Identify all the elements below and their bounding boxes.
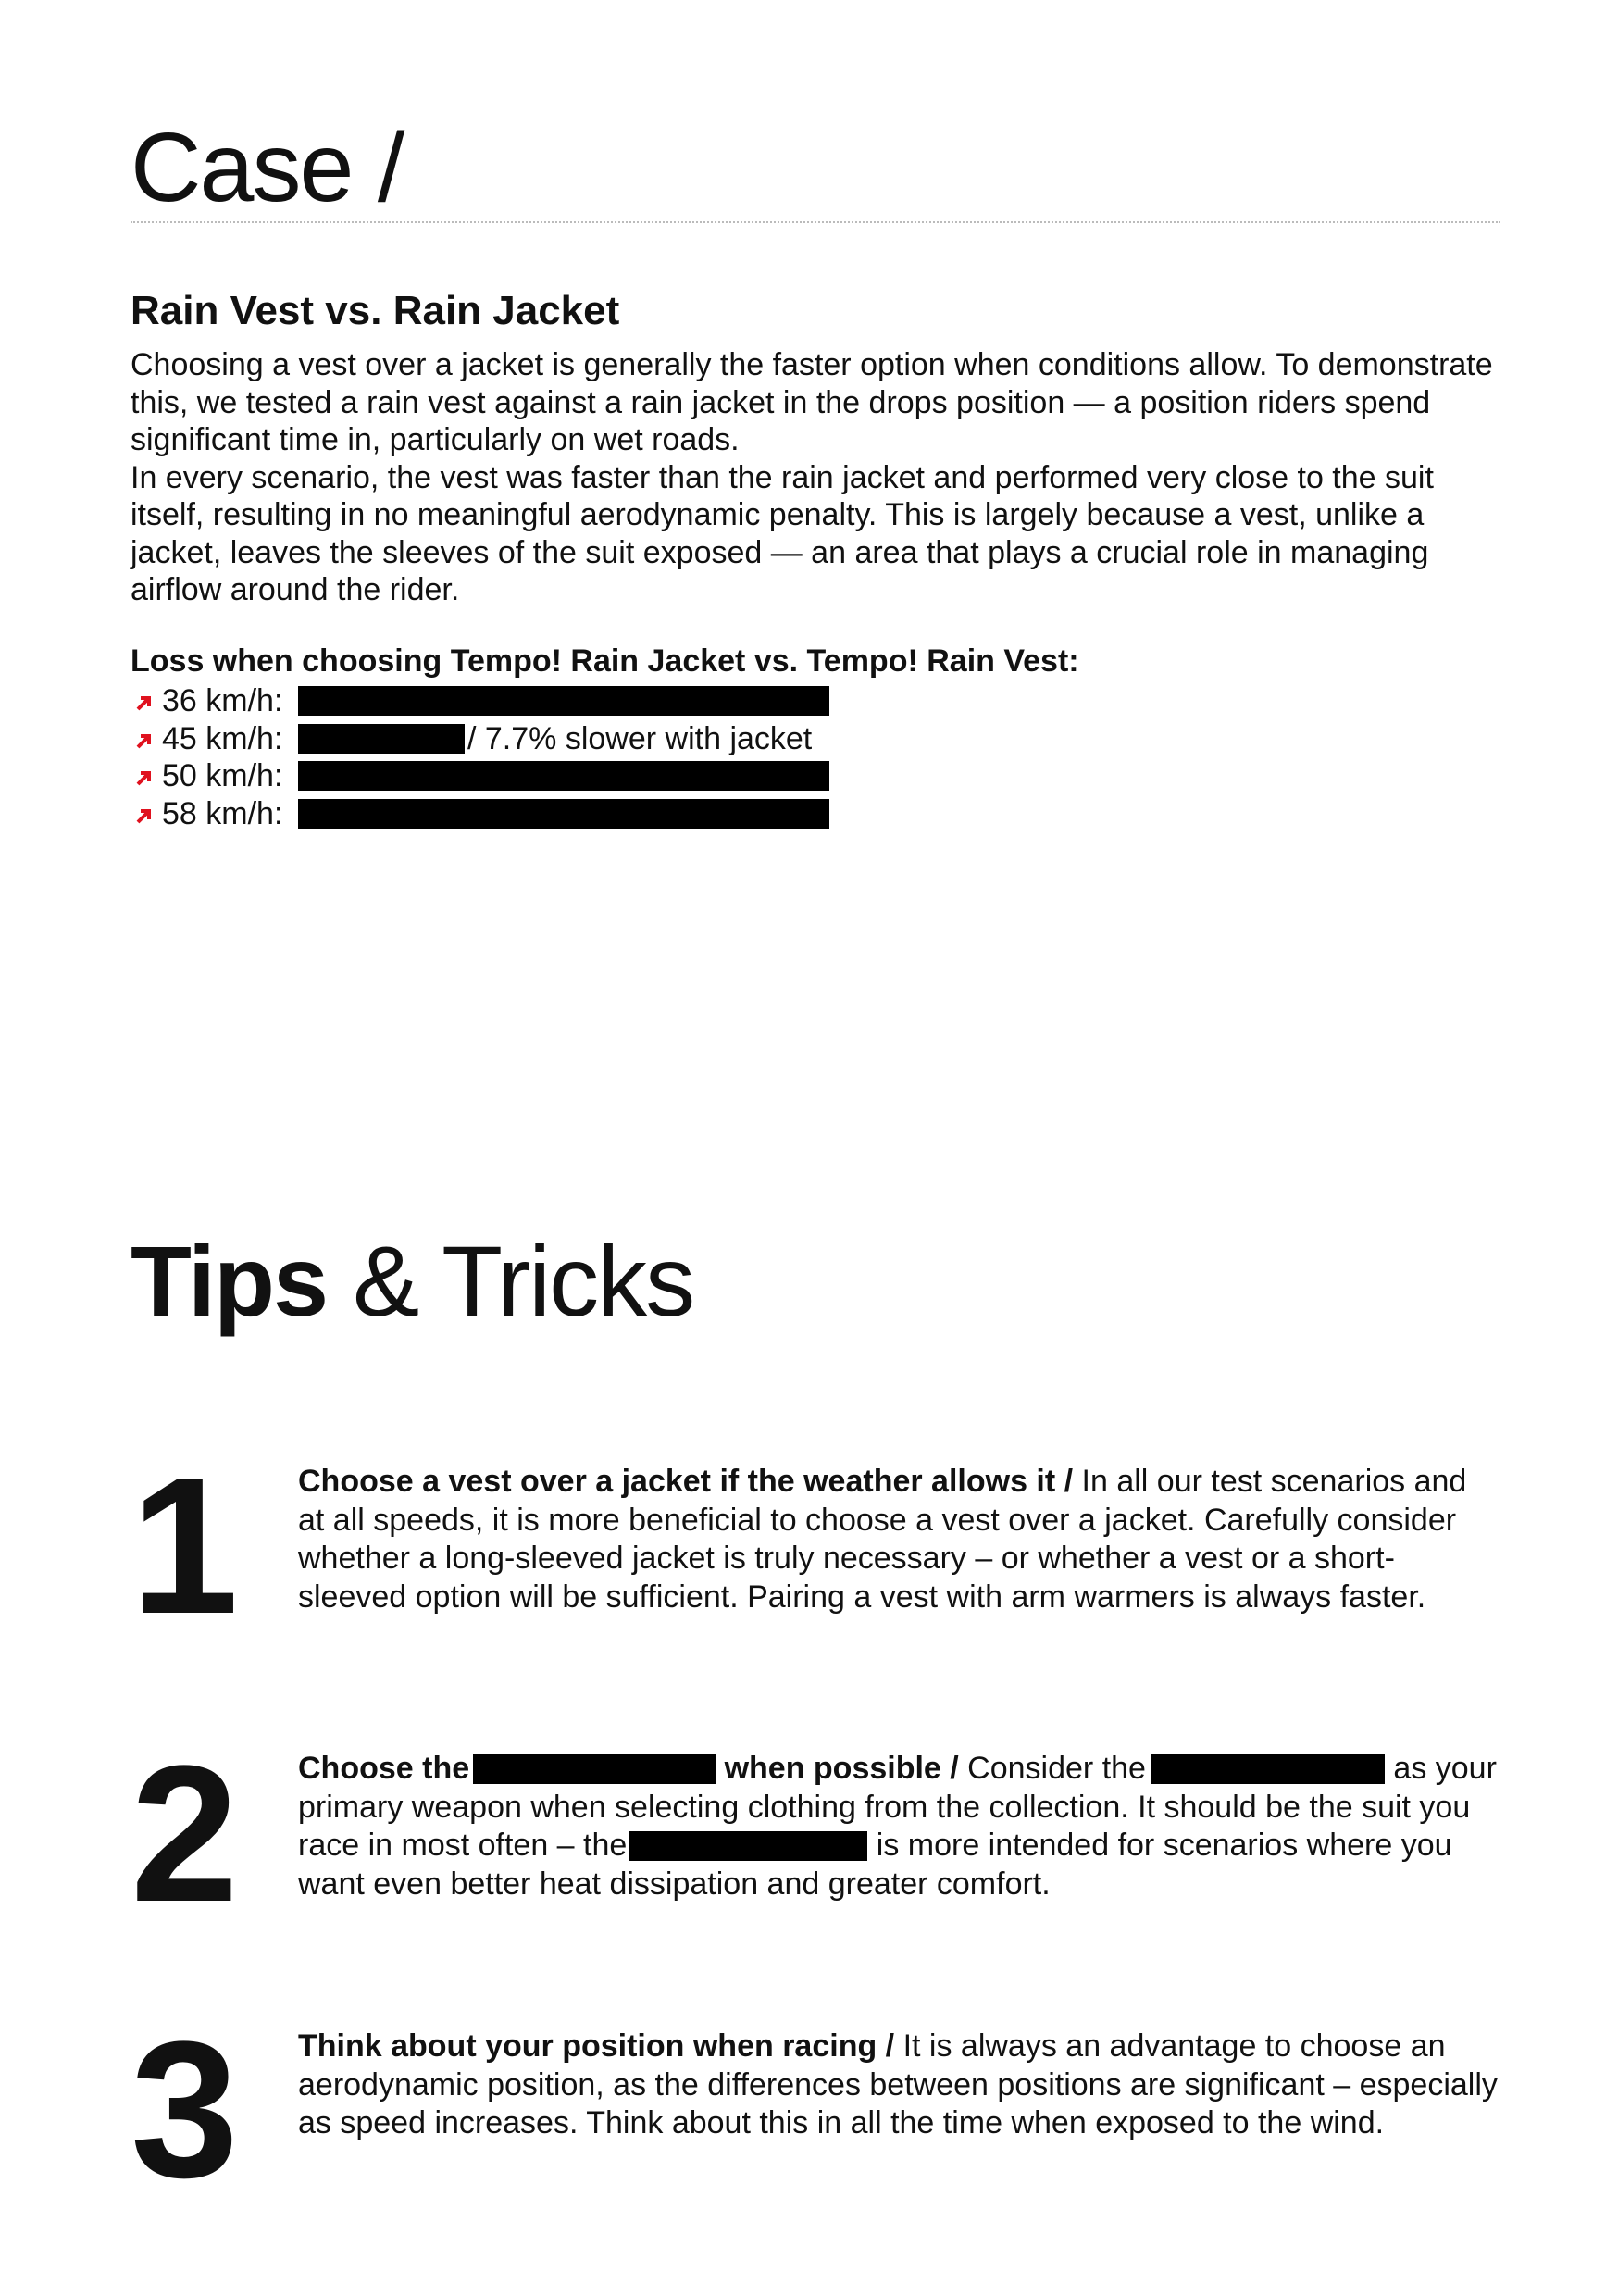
redacted-value	[298, 686, 829, 716]
tip-text-3	[298, 2028, 1501, 2143]
tip-text-2	[298, 1750, 1501, 1903]
arrow-up-right-icon	[134, 693, 153, 712]
redacted-value	[298, 799, 829, 829]
arrow-up-right-icon	[134, 768, 153, 787]
tip-body-2c: is more intended for scenarios where you want even better heat dissipation and greater comfort.	[298, 1828, 1452, 1902]
loss-speed: 36 km/h:	[162, 683, 283, 718]
case-paragraph-2: In every scenario, the vest was faster than the rain jacket and performed very close to the suit itself, resulting in no meaningful aerodynamic penalty. This is largely because a vest, unlike a jacket, leaves the sleeves of the suit exposed — an area that plays a crucial role in managing airflow around the rider.	[131, 459, 1434, 607]
tips-heading-bold: Tips	[131, 1225, 328, 1337]
tip-text-1	[298, 1463, 1501, 1616]
arrow-up-right-icon	[134, 731, 153, 750]
tip-number-2: 2	[131, 1725, 233, 1942]
case-title-text: Case	[131, 113, 353, 222]
redacted-value	[298, 724, 465, 754]
arrow-up-right-icon	[134, 806, 153, 825]
case-title-slash: /	[352, 113, 404, 222]
redacted-value	[298, 761, 829, 791]
loss-speed: 58 km/h:	[162, 795, 283, 831]
tip-title-2-start: Choose the	[298, 1751, 470, 1786]
tip-title-3: Think about your position when racing /	[298, 2028, 895, 2064]
case-heading: Rain Vest vs. Rain Jacket	[131, 288, 620, 333]
tip-body-1: In all our test scenarios and at all speeds, it is more beneficial to choose a vest over a jacket. Carefully consider whether a long-sleeved jacket is truly necessary – or whether a vest or a short-sleeved option will be sufficient. Pairing a vest with arm warmers is always faster.	[298, 1464, 1467, 1615]
tips-heading-rest: & Tricks	[327, 1225, 694, 1337]
loss-speed: 45 km/h:	[162, 720, 283, 756]
tip-title-2-end: when possible /	[716, 1751, 959, 1786]
tip-body-2b: as your primary weapon when selecting clothing from the collection. It should be the suit you race in most often – the	[298, 1751, 1497, 1863]
redacted-product	[629, 1831, 867, 1861]
case-paragraph-1: Choosing a vest over a jacket is generally the faster option when conditions allow. To demonstrate this, we tested a rain vest against a rain jacket in the drops position — a position riders spend significant time in, particularly on wet roads.	[131, 347, 1493, 457]
tip-number-1: 1	[131, 1437, 233, 1654]
loss-heading: Loss when choosing Tempo! Rain Jacket vs. Tempo! Rain Vest:	[131, 643, 1079, 679]
tip-body-3: It is always an advantage to choose an aerodynamic position, as the differences between positions are significant – especially as speed increases. Think about this in all the time when exposed to the wind.	[298, 2028, 1498, 2140]
tip-number-3: 3	[131, 2001, 233, 2218]
redacted-product	[1151, 1754, 1385, 1784]
case-body	[131, 346, 1500, 609]
title-divider	[131, 221, 1500, 223]
tips-heading	[131, 1225, 694, 1337]
redacted-product	[473, 1754, 716, 1784]
tip-title-1: Choose a vest over a jacket if the weather allows it /	[298, 1464, 1074, 1499]
tip-body-2a: Consider the	[958, 1751, 1146, 1786]
loss-speed: 50 km/h:	[162, 758, 283, 793]
case-title	[131, 113, 404, 222]
loss-note: / 7.7% slower with jacket	[467, 720, 813, 756]
